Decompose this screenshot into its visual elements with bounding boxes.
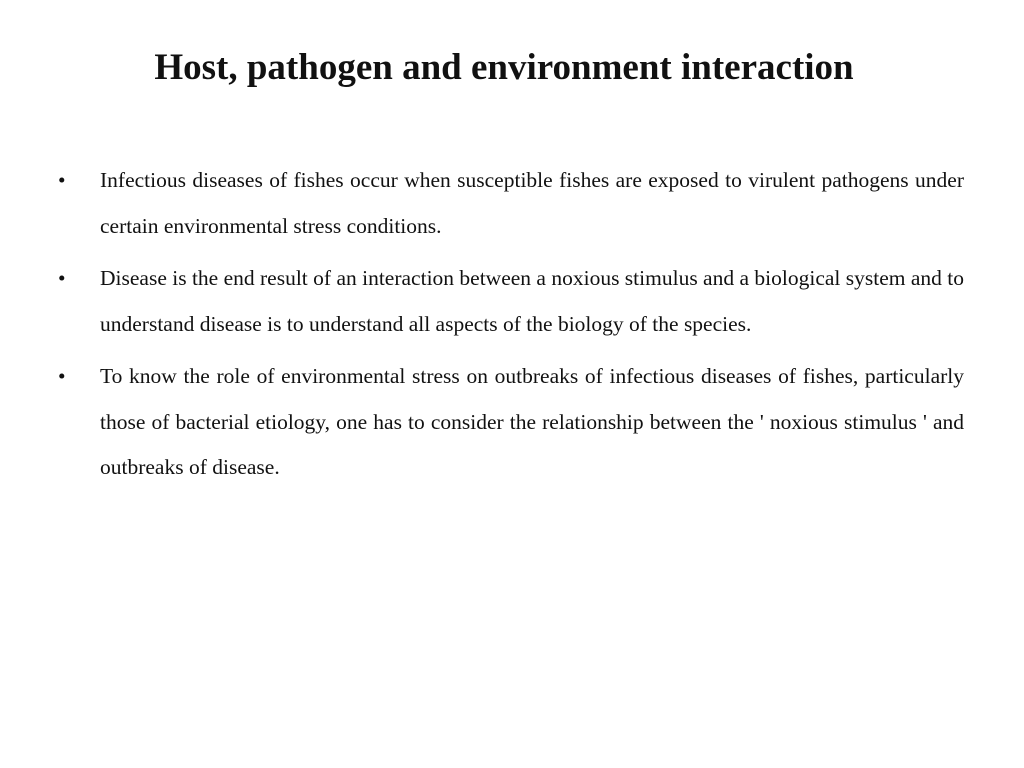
bullet-item xyxy=(58,256,964,347)
bullet-text: Infectious diseases of fishes occur when susceptible fishes are exposed to virulent pathogens under certain environmental stress conditions. xyxy=(100,168,964,238)
bullet-item xyxy=(58,354,964,491)
bullet-icon: • xyxy=(58,364,66,388)
bullet-text: Disease is the end result of an interaction between a noxious stimulus and a biological system and to understand disease is to understand all aspects of the biology of the species. xyxy=(100,266,964,336)
bullet-item xyxy=(58,158,964,249)
slide-title: Host, pathogen and environment interaction xyxy=(154,47,854,88)
bullet-icon: • xyxy=(58,168,66,192)
bullet-icon: • xyxy=(58,266,66,290)
bullet-list xyxy=(58,158,964,498)
bullet-text: To know the role of environmental stress on outbreaks of infectious diseases of fishes, particularly those of bacterial etiology, one has to consider the relationship between the ' noxious stimulus ' and outbreaks of disease. xyxy=(100,364,964,479)
